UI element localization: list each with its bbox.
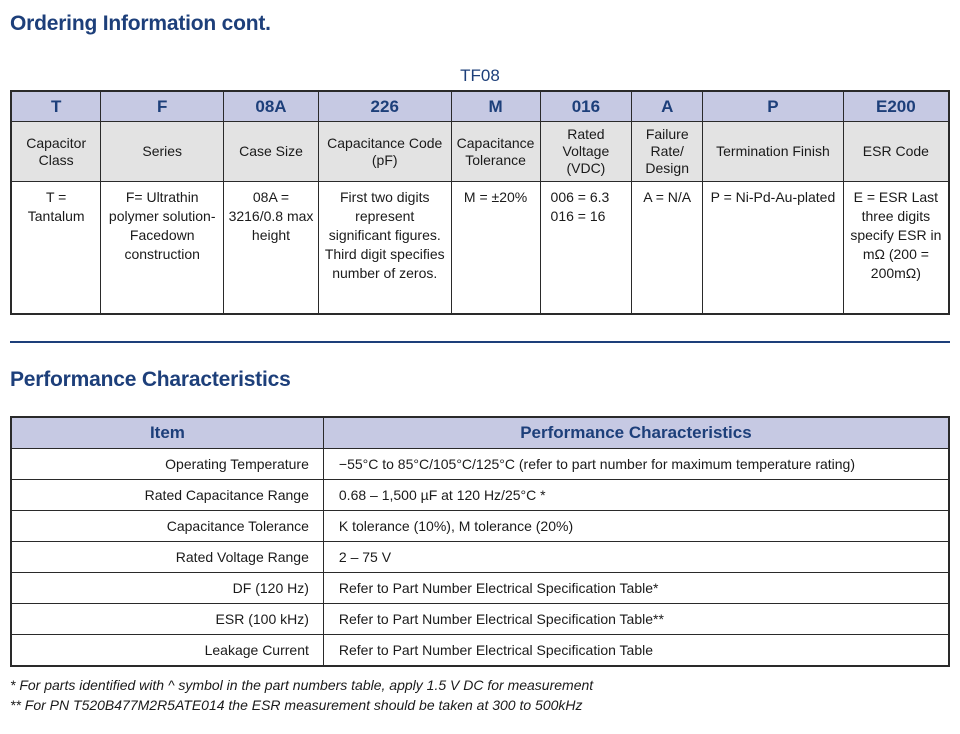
code-cell: E200: [843, 91, 949, 122]
section-divider: [10, 341, 950, 343]
value-cell: K tolerance (10%), M tolerance (20%): [323, 511, 949, 542]
value-cell: E = ESR Last three digits specify ESR in mΩ (200 = 200mΩ): [843, 182, 949, 315]
value-row: [11, 182, 949, 315]
header-cell: Capacitance Tolerance: [451, 122, 540, 182]
header-cell: Capacitor Class: [11, 122, 101, 182]
code-cell: A: [632, 91, 703, 122]
table-row: [11, 542, 949, 573]
performance-section-title: Performance Characteristics: [10, 368, 291, 391]
item-cell: Rated Capacitance Range: [11, 480, 323, 511]
code-cell: M: [451, 91, 540, 122]
item-cell: Capacitance Tolerance: [11, 511, 323, 542]
code-row: [11, 91, 949, 122]
value-cell: 0.68 – 1,500 µF at 120 Hz/25°C *: [323, 480, 949, 511]
footnote: * For parts identified with ^ symbol in the part numbers table, apply 1.5 V DC for measurement: [10, 677, 594, 693]
code-cell: 226: [318, 91, 451, 122]
value-header: Performance Characteristics: [323, 417, 949, 449]
value-cell: Refer to Part Number Electrical Specification Table: [323, 635, 949, 667]
table-row: [11, 604, 949, 635]
value-cell: Refer to Part Number Electrical Specification Table**: [323, 604, 949, 635]
table-row: [11, 573, 949, 604]
ordering-table: [10, 90, 950, 315]
value-cell: Refer to Part Number Electrical Specification Table*: [323, 573, 949, 604]
header-cell: Rated Voltage (VDC): [540, 122, 632, 182]
table-row: [11, 635, 949, 667]
value-cell: 006 = 6.3 016 = 16: [540, 182, 632, 315]
code-cell: 08A: [224, 91, 319, 122]
value-cell: First two digits represent significant figures. Third digit specifies number of zeros.: [318, 182, 451, 315]
value-cell: F= Ultrathin polymer solution- Facedown construction: [101, 182, 224, 315]
code-cell: F: [101, 91, 224, 122]
value-cell: 2 – 75 V: [323, 542, 949, 573]
item-cell: Operating Temperature: [11, 449, 323, 480]
header-cell: Termination Finish: [703, 122, 844, 182]
part-code-label: TF08: [460, 66, 500, 85]
code-cell: P: [703, 91, 844, 122]
code-cell: 016: [540, 91, 632, 122]
table-row: [11, 480, 949, 511]
item-cell: Rated Voltage Range: [11, 542, 323, 573]
ordering-section-title: Ordering Information cont.: [10, 12, 271, 35]
header-row: [11, 122, 949, 182]
header-cell: Failure Rate/ Design: [632, 122, 703, 182]
header-cell: Case Size: [224, 122, 319, 182]
value-cell: 08A = 3216/0.8 max height: [224, 182, 319, 315]
header-cell: ESR Code: [843, 122, 949, 182]
table-row: [11, 511, 949, 542]
table-row: [11, 449, 949, 480]
code-cell: T: [11, 91, 101, 122]
performance-table: [10, 416, 950, 667]
value-cell: T = Tantalum: [11, 182, 101, 315]
header-cell: Capacitance Code (pF): [318, 122, 451, 182]
value-cell: M = ±20%: [451, 182, 540, 315]
value-cell: P = Ni-Pd-Au-plated: [703, 182, 844, 315]
header-cell: Series: [101, 122, 224, 182]
value-cell: −55°C to 85°C/105°C/125°C (refer to part number for maximum temperature rating): [323, 449, 949, 480]
item-cell: ESR (100 kHz): [11, 604, 323, 635]
item-cell: DF (120 Hz): [11, 573, 323, 604]
performance-header-row: [11, 417, 949, 449]
footnote: ** For PN T520B477M2R5ATE014 the ESR measurement should be taken at 300 to 500kHz: [10, 697, 583, 713]
item-header: Item: [11, 417, 323, 449]
item-cell: Leakage Current: [11, 635, 323, 667]
value-cell: A = N/A: [632, 182, 703, 315]
